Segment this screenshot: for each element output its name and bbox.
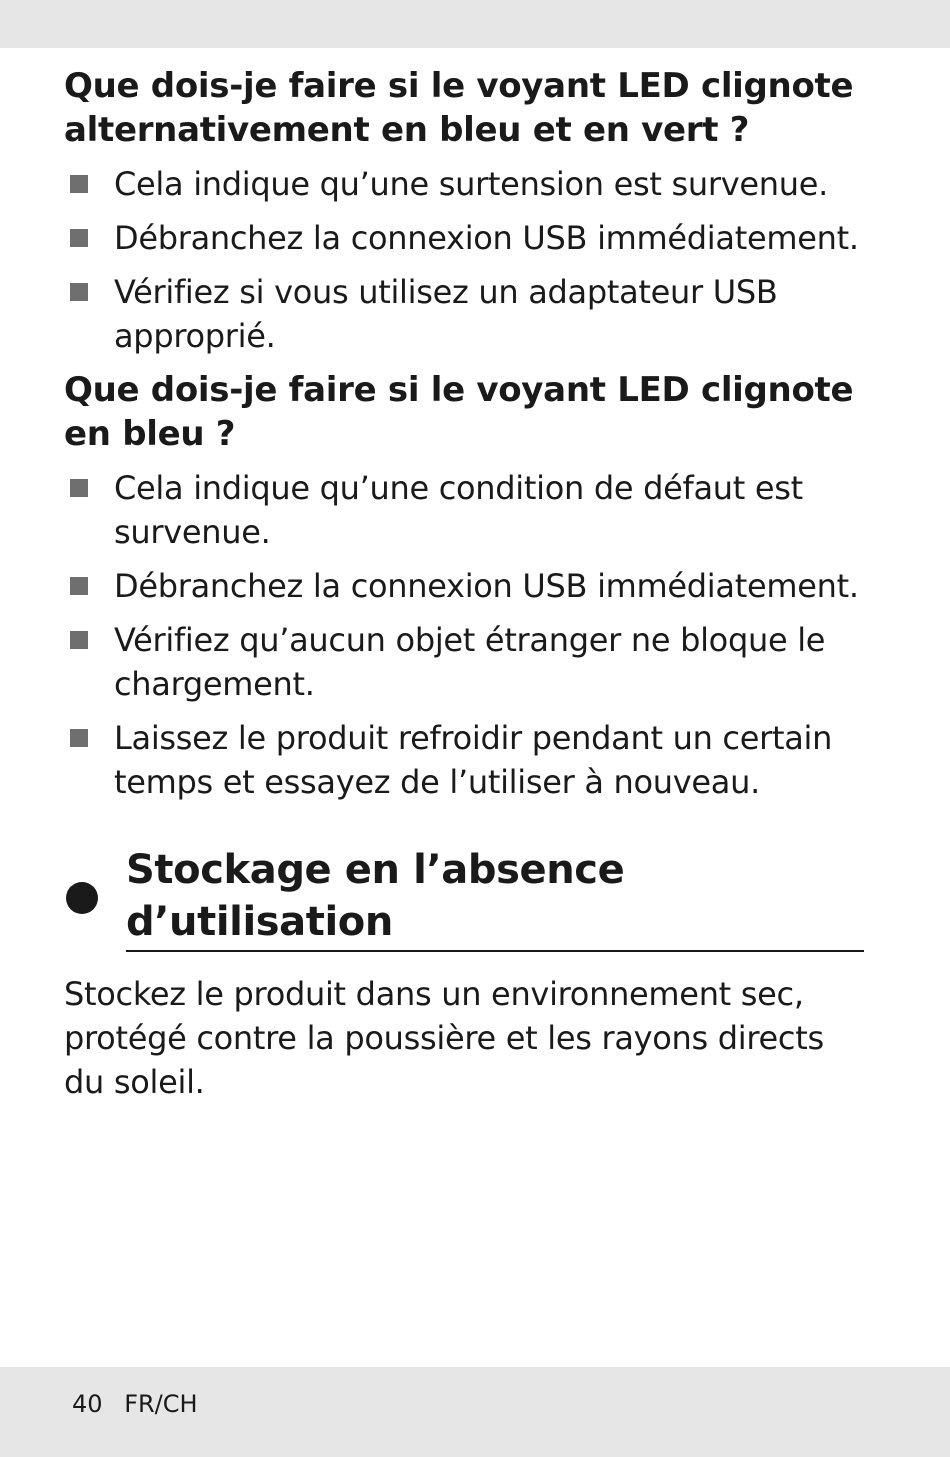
page-footer	[72, 1390, 198, 1418]
list-item	[64, 618, 864, 706]
faq-heading-line2: alternativement en bleu et en vert ?	[64, 110, 750, 150]
square-bullet-icon	[70, 283, 88, 301]
list-item	[64, 716, 864, 804]
list-item-text: Cela indique qu’une condition de défaut est survenue.	[114, 469, 803, 551]
square-bullet-icon	[70, 577, 88, 595]
square-bullet-icon	[70, 729, 88, 747]
section-title: Stockage en l’absence d’utilisation	[126, 844, 864, 952]
list-item-text: Débranchez la connexion USB immédiatement.	[114, 219, 859, 257]
list-item	[64, 466, 864, 554]
list-item	[64, 564, 864, 608]
list-item-text: Vérifiez qu’aucun objet étranger ne bloque le chargement.	[114, 621, 826, 703]
list-item-text: Laissez le produit refroidir pendant un certain temps et essayez de l’utiliser à nouveau.	[114, 719, 833, 801]
faq-section-blue-green	[64, 64, 864, 358]
list-item	[64, 270, 864, 358]
page-content	[64, 64, 864, 1136]
storage-paragraph: Stockez le produit dans un environnement sec, protégé contre la poussière et les rayons directs du soleil.	[64, 975, 824, 1101]
faq-heading-line1: Que dois-je faire si le voyant LED clignote	[64, 370, 854, 410]
list-item-text: Cela indique qu’une surtension est survenue.	[114, 165, 828, 203]
top-band	[0, 0, 950, 48]
list-item-text: Débranchez la connexion USB immédiatement.	[114, 567, 859, 605]
faq-heading-line1: Que dois-je faire si le voyant LED clignote	[64, 66, 854, 106]
list-item	[64, 162, 864, 206]
filled-circle-icon	[66, 882, 98, 914]
faq-heading	[64, 64, 864, 152]
faq-heading-line2: en bleu ?	[64, 414, 236, 454]
square-bullet-icon	[70, 229, 88, 247]
faq-section-blue	[64, 368, 864, 804]
storage-section-header	[64, 844, 864, 952]
page-number: 40	[72, 1390, 103, 1418]
faq-heading	[64, 368, 864, 456]
locale-label: FR/CH	[124, 1390, 198, 1418]
square-bullet-icon	[70, 631, 88, 649]
list-item-text: Vérifiez si vous utilisez un adaptateur USB approprié.	[114, 273, 778, 355]
square-bullet-icon	[70, 175, 88, 193]
bullet-list	[64, 162, 864, 358]
square-bullet-icon	[70, 479, 88, 497]
list-item	[64, 216, 864, 260]
bullet-list	[64, 466, 864, 804]
